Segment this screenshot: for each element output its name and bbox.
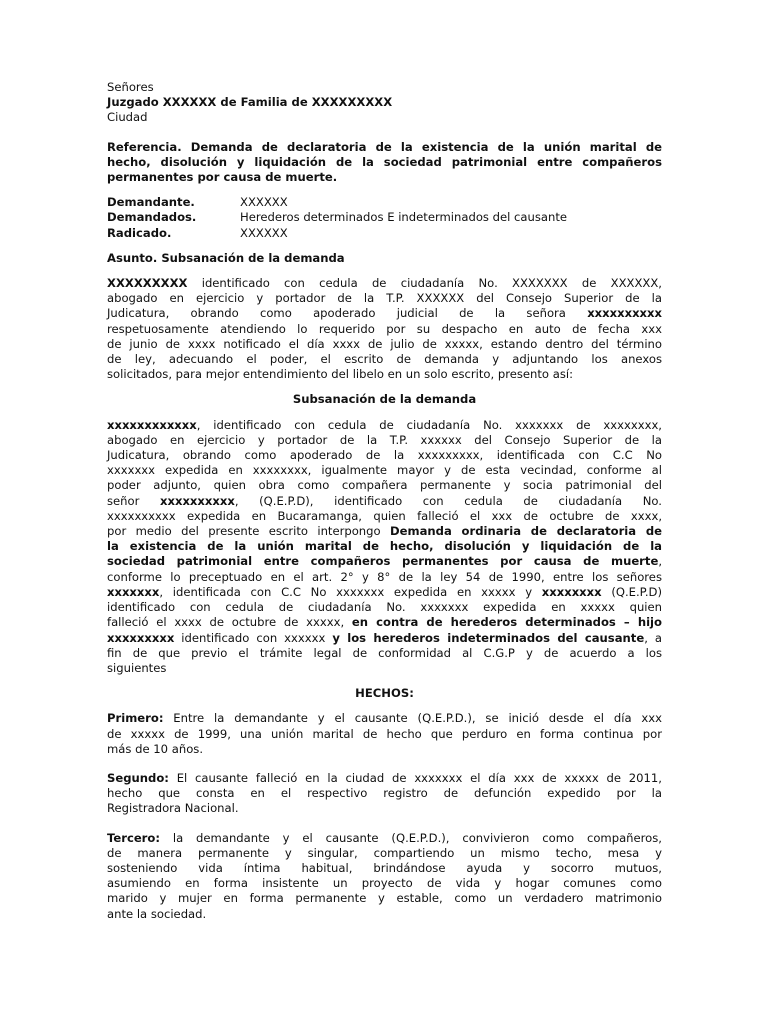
client-name: xxxxxxxxxx	[587, 306, 662, 321]
body-paragraph: xxxxxxxxxxxx, identificado con cedula de ciudadanía No. xxxxxxx de xxxxxxxx, abogado en ejercicio y portador de la T.P. xxxxxx del Consejo Superior de la Judicatura, obrando como apoderado de la xxxxxxxxx, identificada con C.C No xxxxxxx expedida en xxxxxxxx, igualmente mayor y de esta vecindad, conforme al poder adjunto, quien obra como compañera permanente y socia patrimonial del señor xxxxxxxxxx, (Q.E.P.D), identificado con cedula de ciudadanía No. xxxxxxxxxx expedida en Bucaramanga, quien falleció el xxx de octubre de xxxx, por medio del presente escrito interpongo Demanda ordinaria de declaratoria de la existencia de la unión marital de hecho, disolución y liquidación de la sociedad patrimonial entre compañeros permanentes por causa de muerte, conforme lo preceptuado en el art. 2° y 8° de la ley 54 de 1990, entre los señores xxxxxxx, identificada con C.C No xxxxxxx expedida en xxxxx y xxxxxxxx (Q.E.P.D) identificado con cedula de ciudadanía No. xxxxxxx expedida en xxxxx quien falleció el xxxx de octubre de xxxxx, en contra de herederos determinados – hijo xxxxxxxxx identificado con xxxxxx y los herederos indeterminados del causante, a fin de que previo el trámite legal de conformidad al C.G.P y de acuerdo a los siguientes	[107, 417, 662, 675]
referencia-block	[107, 140, 662, 186]
referencia-line: hecho, disolución y liquidación de la sociedad patrimonial entre compañeros	[107, 154, 662, 169]
hecho-label: Tercero:	[107, 830, 161, 845]
hecho-segundo: Segundo: El causante falleció en la ciudad de xxxxxxx el día xxx de xxxxx de 2011, hecho que consta en el respectivo registro de defunción expedido por la Registradora Nacional.	[107, 770, 662, 816]
lawyer-name: XXXXXXXXX	[107, 276, 188, 291]
court-name: Juzgado XXXXXX de Familia de XXXXXXXXX	[107, 95, 393, 110]
section-title: Subsanación de la demanda	[292, 392, 477, 407]
hecho-tercero: Tercero: la demandante y el causante (Q.E.P.D.), convivieron como compañeros, de manera permanente y singular, compartiendo un mismo techo, mesa y sosteniendo vida íntima habitual, brindándose ayuda y socorro mutuos, asumiendo en forma insistente un proyecto de vida y hogar comunes como marido y mujer en forma permanente y estable, como un verdadero matrimonio ante la sociedad.	[107, 830, 662, 921]
party-label: Radicado.	[107, 225, 172, 240]
party-value: Herederos determinados E indeterminados del causante	[240, 210, 568, 225]
hecho-label: Segundo:	[107, 770, 169, 785]
party-row	[107, 226, 662, 241]
party-label: Demandante.	[107, 195, 195, 210]
party-row	[107, 210, 662, 225]
referencia-line: permanentes por causa de muerte.	[107, 170, 338, 185]
salutation: Señores	[107, 80, 154, 94]
party-row	[107, 195, 662, 210]
document-page	[107, 80, 662, 922]
hecho-primero: Primero: Entre la demandante y el causante (Q.E.P.D.), se inició desde el día xxx de xxxxx de 1999, una unión marital de hecho que perduro en forma continua por más de 10 años.	[107, 711, 662, 756]
city-line: Ciudad	[107, 110, 148, 125]
referencia-line: Referencia. Demanda de declaratoria de la existencia de la unión marital de	[107, 139, 662, 154]
parties-table	[107, 195, 662, 241]
hecho-label: Primero:	[107, 711, 164, 726]
party-value: XXXXXX	[240, 225, 288, 240]
party-label: Demandados.	[107, 210, 197, 225]
hechos-heading: HECHOS:	[355, 686, 414, 701]
asunto-heading: Asunto. Subsanación de la demanda	[107, 250, 345, 265]
intro-paragraph: XXXXXXXXX identificado con cedula de ciudadanía No. XXXXXXX de XXXXXX, abogado en ejercicio y portador de la T.P. XXXXXX del Consejo Superior de la Judicatura, obrando como apoderado judicial de la señora xxxxxxxxxx respetuosamente atendiendo lo requerido por su despacho en auto de fecha xxx de junio de xxxx notificado el día xxxx de julio de xxxxx, estando dentro del término de ley, adecuando el poder, el escrito de demanda y adjuntando los anexos solicitados, para mejor entendimiento del libelo en un solo escrito, presento así:	[107, 276, 662, 382]
party-value: XXXXXX	[240, 195, 288, 210]
